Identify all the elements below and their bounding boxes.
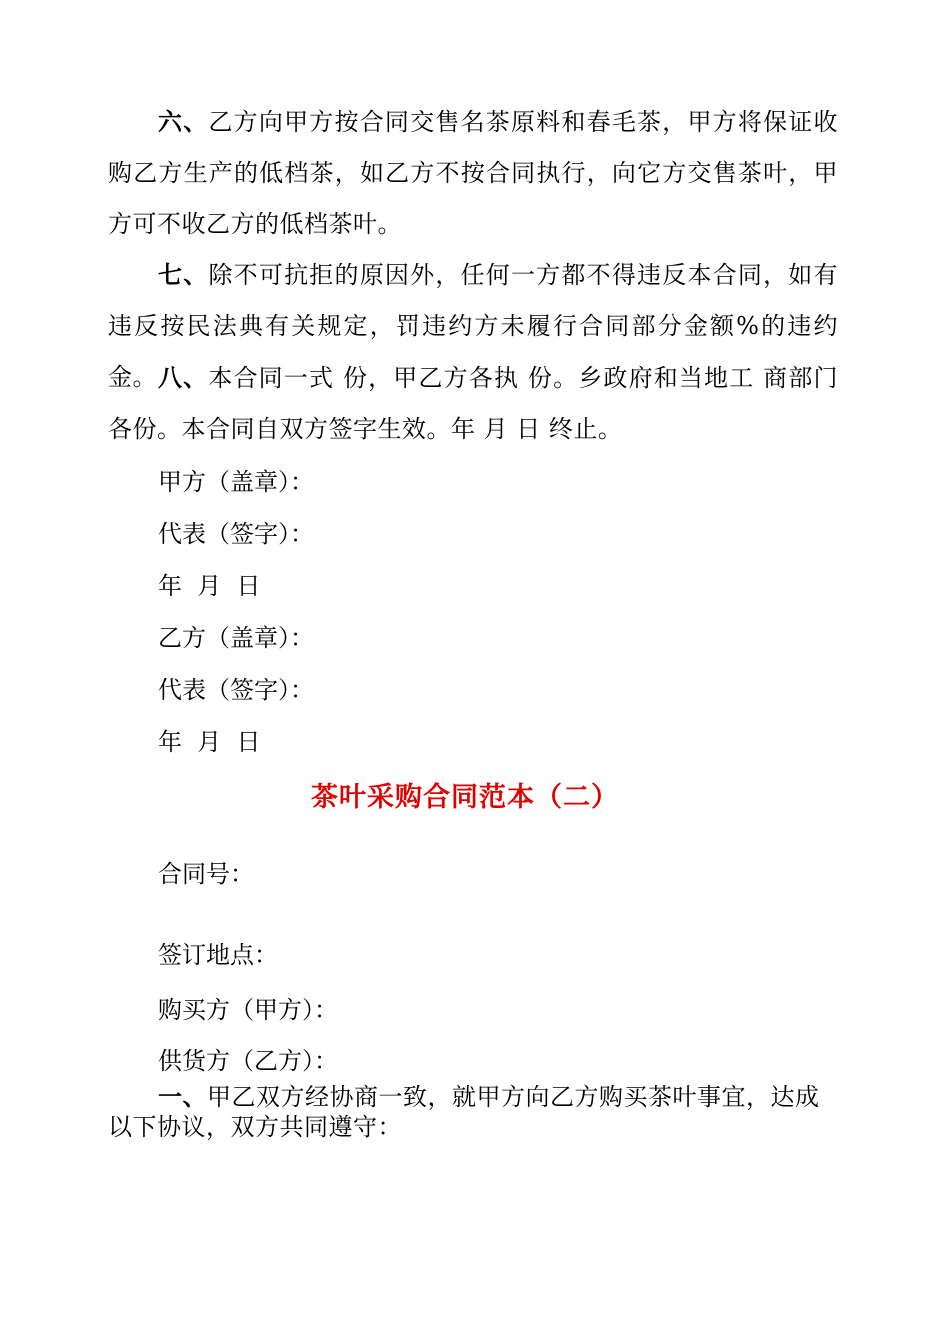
buyer-label: 购买方（甲方）： [158,996,338,1024]
clause-text: 乙方向甲方按合同交售名茶原料和春毛茶，甲方将保证收购乙方生产的低档茶，如乙方不按合同执行，向它方交售茶叶，甲方可不收乙方的低档茶叶。 [108,108,839,238]
clause-text: 甲乙双方经协商一致，就甲方向乙方购买茶叶事宜，达成以下协议，双方共同遵守： [108,1083,820,1141]
clause-six [108,96,838,250]
clause-number: 七、 [158,260,209,289]
clause-number: 一、 [158,1082,207,1111]
party-a-representative-line: 代表（签字）： [158,520,314,548]
party-b-date-line: 年 月 日 [158,728,261,756]
clause-number: 八、 [158,363,209,392]
contract-number-label: 合同号： [158,860,254,888]
clause-text: 本合同一式 份，甲乙方各执 份。乡政府和当地工 商部门各份。本合同自双方签字生效。年 月 日 终止。 [108,364,839,443]
section-heading: 茶叶采购合同范本（二） [311,782,619,813]
clause-number: 六、 [158,107,209,136]
party-a-date-line: 年 月 日 [158,572,261,600]
party-b-seal-line: 乙方（盖章）： [158,624,314,652]
clause-text: 除不可抗拒的原因外，任何一方都不得违反本合同，如有违反按民法典有关规定，罚违约方未履行合同部分金额%的违约 金。 [108,261,839,391]
signing-place-label: 签订地点： [158,941,278,969]
party-b-representative-line: 代表（签字）： [158,676,314,704]
supplier-label: 供货方（乙方）： [158,1047,338,1075]
clause-one [108,1082,838,1142]
party-a-seal-line: 甲方（盖章）： [158,468,314,496]
clause-eight [108,352,838,455]
